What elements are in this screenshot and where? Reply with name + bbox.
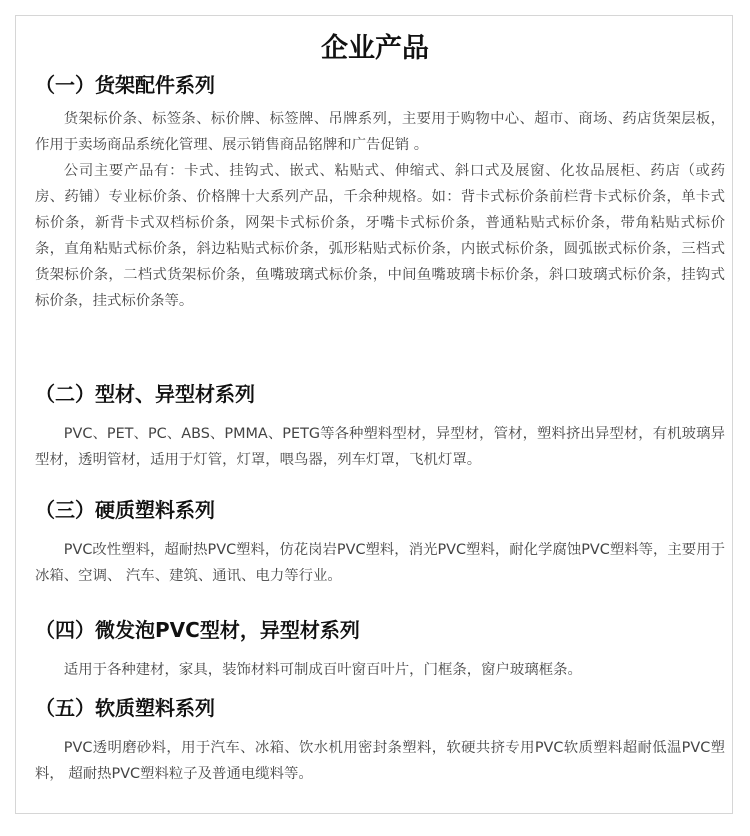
section-profiles: [35, 381, 725, 473]
section-heading: （二）型材、异型材系列: [35, 382, 255, 406]
section-heading: （三）硬质塑料系列: [35, 498, 215, 522]
section-heading: （四）微发泡PVC型材，异型材系列: [35, 618, 360, 642]
section-heading: （五）软质塑料系列: [35, 696, 215, 720]
section-paragraph: PVC透明磨砂料，用于汽车、冰箱、饮水机用密封条塑料，软硬共挤专用PVC软质塑料超耐低温PVC塑料， 超耐热PVC塑料粒子及普通电缆料等。: [35, 740, 725, 782]
section-paragraph: PVC改性塑料，超耐热PVC塑料，仿花岗岩PVC塑料，消光PVC塑料，耐化学腐蚀PVC塑料等，主要用于冰箱、空调、 汽车、建筑、通讯、电力等行业。: [35, 542, 725, 584]
section-rigid-plastics: [35, 497, 725, 589]
section-paragraph: 货架标价条、标签条、标价牌、标签牌、吊牌系列，主要用于购物中心、超市、商场、药店货架层板，作用于卖场商品系统化管理、展示销售商品铭牌和广告促销 。: [35, 111, 725, 153]
section-heading: （一）货架配件系列: [35, 73, 215, 97]
section-shelf-accessories: [35, 72, 725, 314]
page-title: 企业产品: [321, 33, 429, 64]
section-soft-plastics: [35, 695, 725, 787]
section-foamed-pvc: [35, 617, 725, 683]
section-paragraph: 适用于各种建材，家具，装饰材料可制成百叶窗百叶片，门框条，窗户玻璃框条。: [63, 662, 582, 678]
section-paragraph: PVC、PET、PC、ABS、PMMA、PETG等各种塑料型材，异型材，管材，塑料挤出异型材，有机玻璃异型材，透明管材，适用于灯管，灯罩，喂鸟器，列车灯罩，飞机灯罩。: [35, 426, 725, 468]
section-paragraph: 公司主要产品有：卡式、挂钩式、嵌式、粘贴式、伸缩式、斜口式及展窗、化妆品展柜、药店（或药房、药铺）专业标价条、价格牌十大系列产品，千余种规格。如：背卡式标价条前栏背卡式标价条，单卡式标价条，新背卡式双档标价条，网架卡式标价条，牙嘴卡式标价条，普通粘贴式标价条，带角粘贴式标价条，直角粘贴式标价条，斜边粘贴式标价条，弧形粘贴式标价条，内嵌式标价条，圆弧嵌式标价条，三档式货架标价条，二档式货架标价条，鱼嘴玻璃式标价条，中间鱼嘴玻璃卡标价条，斜口玻璃式标价条，挂钩式标价条，挂式标价条等。: [35, 163, 725, 309]
